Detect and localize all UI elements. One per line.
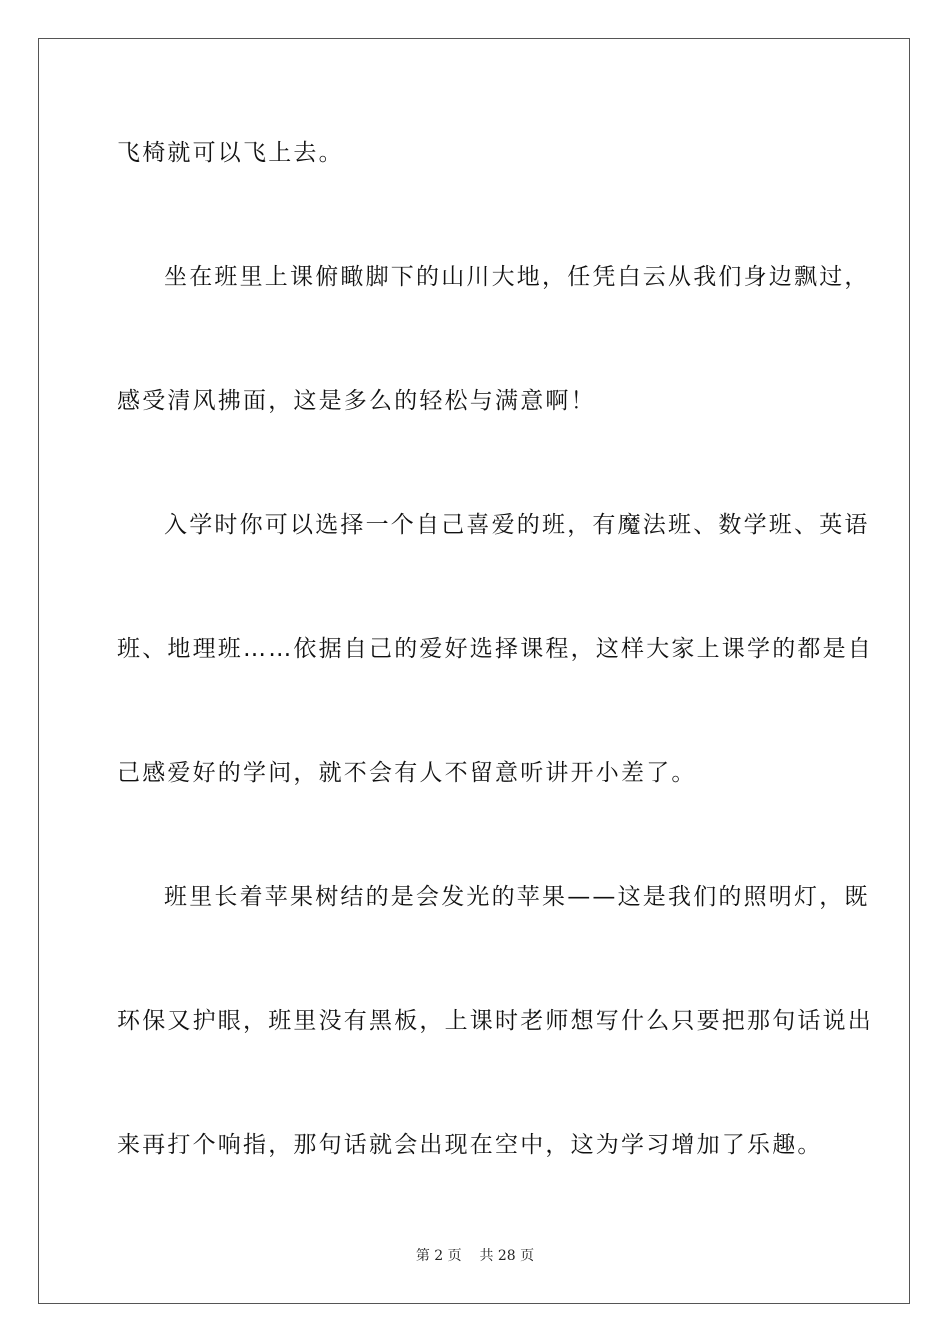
- text-line: 坐在班里上课俯瞰脚下的山川大地，任凭白云从我们身边飘过，: [164, 264, 870, 290]
- text-line: 来再打个响指，那句话就会出现在空中，这为学习增加了乐趣。: [117, 1132, 823, 1158]
- text-line: 己感爱好的学问，就不会有人不留意听讲开小差了。: [117, 760, 697, 786]
- text-line: 感受清风拂面，这是多么的轻松与满意啊！: [117, 388, 596, 414]
- text-line: 飞椅就可以飞上去。: [117, 140, 344, 166]
- text-line: 环保又护眼，班里没有黑板，上课时老师想写什么只要把那句话说出: [117, 1008, 873, 1034]
- text-line: 入学时你可以选择一个自己喜爱的班，有魔法班、数学班、英语: [164, 512, 870, 538]
- page-number: 第 2 页: [415, 1248, 462, 1264]
- page-border: [38, 38, 910, 1304]
- text-line: 班里长着苹果树结的是会发光的苹果——这是我们的照明灯，既: [164, 884, 870, 910]
- text-line: 班、地理班……依据自己的爱好选择课程，这样大家上课学的都是自: [117, 636, 873, 662]
- page-total: 共 28 页: [479, 1248, 535, 1264]
- page-footer: [0, 1247, 950, 1265]
